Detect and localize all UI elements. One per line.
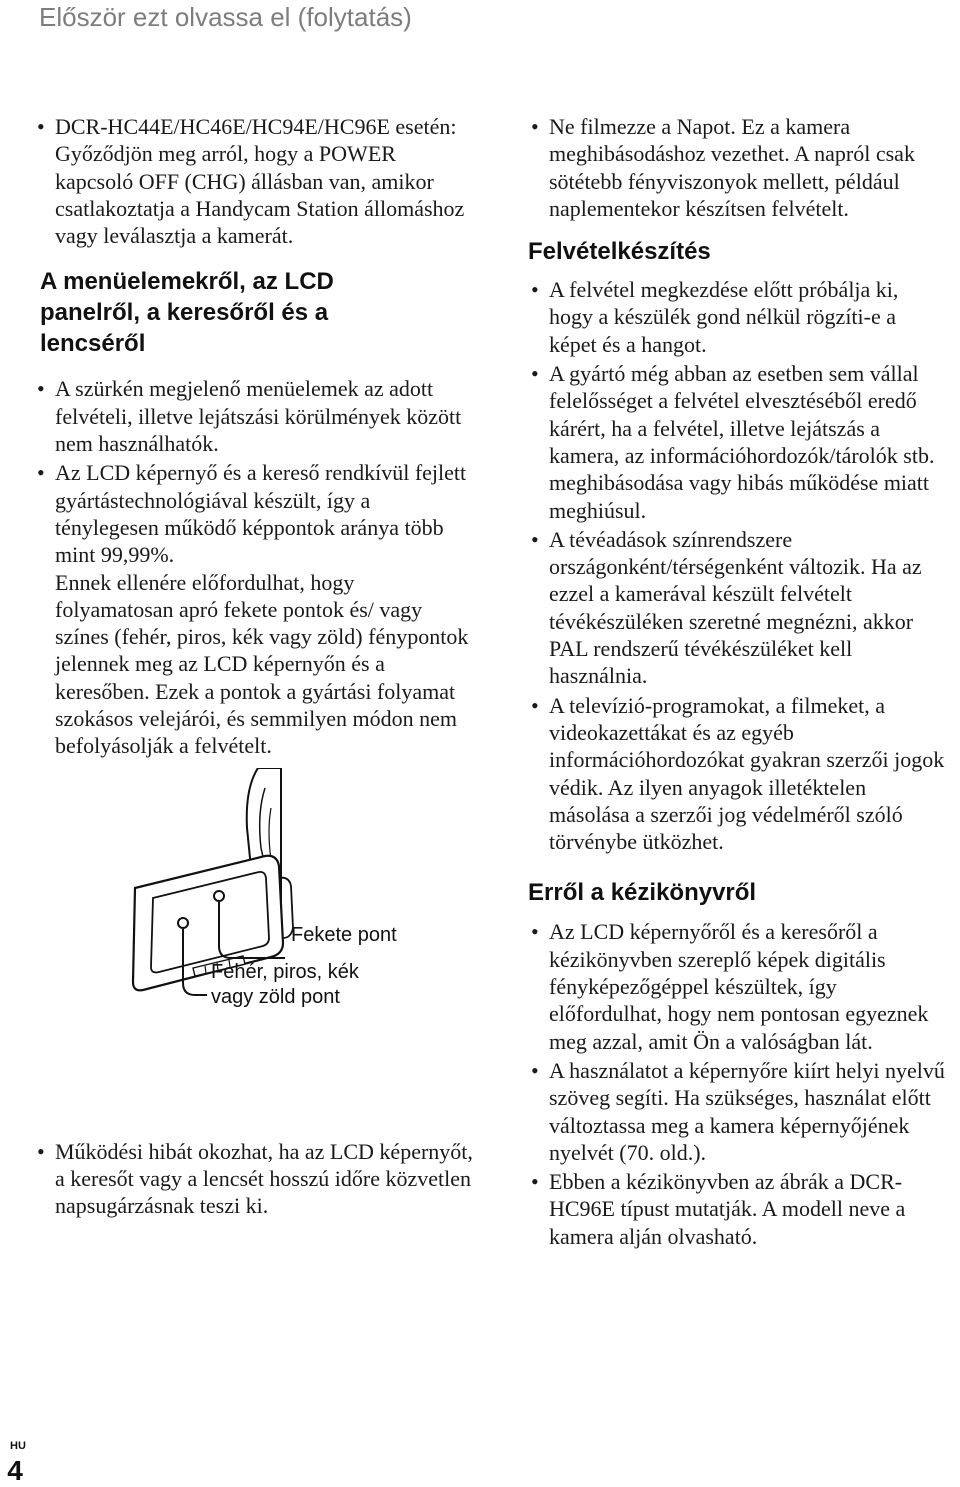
language-tag: HU [10,1440,26,1452]
heading-line: panelről, a keresőről és a [40,299,329,327]
list-item [33,459,473,759]
list-item [527,526,947,690]
list-item [527,1168,947,1250]
right-column [527,113,947,1252]
list-item [33,1138,473,1220]
list-item [527,918,947,1054]
list-item [527,1057,947,1166]
white-pixel-marker [178,918,188,928]
page-header-title: Először ezt olvassa el (folytatás) [39,2,412,32]
heading-line: lencséről [40,330,146,358]
bullet-dot: • [37,460,45,486]
heading-line: A menüelemekről, az LCD [40,268,334,296]
bullet-dot: • [531,1057,539,1083]
bullet-text: A szürkén megjelenő menüelemek az adott felvételi, illetve lejátszási körülmények között nem használhatók. [55,376,462,457]
list-item [33,113,473,249]
bullet-dot: • [37,114,45,139]
bullet-text: Működési hibát okozhat, ha az LCD képernyőt, a keresőt vagy a lencsét hosszú időre közvetlen napsugárzásnak teszi ki. [55,1138,473,1219]
list-item [527,692,947,856]
bullet-dot: • [531,919,539,945]
label-line: vagy zöld pont [211,985,340,1008]
bullet-dot: • [531,277,539,303]
list-item [33,375,473,457]
bullet-dot: • [531,1169,539,1195]
section-heading-about-manual: Erről a kézikönyvről [528,879,757,907]
section-heading-menu-lcd [33,266,473,359]
bullet-dot: • [37,376,45,402]
section-heading-recording: Felvételkészítés [528,238,711,266]
bullet-dot: • [531,526,539,552]
bullet-text: DCR-HC44E/HC46E/HC94E/HC96E esetén: [55,114,457,139]
bullet-dot: • [531,114,539,139]
bullet-text: A televízió-programokat, a filmeket, a videokazettákat és az egyéb információhordozókat gyakran szerzői jogok védik. Az ilyen anyagok illetéktelen másolása a szerzői jog védelméről szóló törvénybe ütközhet. [549,692,945,855]
bullet-dot: • [531,692,539,718]
list-item [527,113,947,222]
bullet-text: Ebben a kézikönyvben az ábrák a DCR-HC96E típust mutatják. A modell neve a kamera alján olvasható. [549,1169,906,1249]
left-column [33,113,473,1222]
bullet-text: Az LCD képernyőről és a keresőről a kézikönyvben szereplő képek digitális fényképezőgéppel készültek, így előfordulhat, hogy nem pontosan egyeznek meg azzal, amit Ön a valóságban lát. [549,919,929,1054]
black-pixel-marker [214,891,224,901]
bullet-dot: • [531,361,539,387]
list-item [527,276,947,358]
bullet-text: Ne filmezze a Napot. Ez a kamera meghibásodáshoz vezethet. A napról csak sötétebb fényviszonyok mellett, például naplementekor készítsen felvételt. [549,114,915,221]
bullet-dot: • [37,1138,45,1164]
bullet-text-continued: Ennek ellenére előfordulhat, hogy folyamatosan apró fekete pontok és/ vagy színes (fehér, piros, kék vagy zöld) fénypontok jelennek meg az LCD képernyőn és a keresőben. Ezek a pontok a gyártási folyamat szokásos velejárói, és semmilyen módon nem befolyásolják a felvételt. [55,569,469,759]
black-pixel-label: Fekete pont [291,923,397,946]
bullet-text: A használatot a képernyőre kiírt helyi nyelvű szöveg segíti. Ha szükséges, használat előtt változtassa meg a kamera képernyőjének nyelvét (70. old.). [549,1057,945,1165]
bullet-text: A tévéadások színrendszere országonként/térségenként változik. Ha az ezzel a kamerával készült felvételt tévékészüléken szeretné megnézni, akkor PAL rendszerű tévékészüléket kell használnia. [549,526,922,689]
lcd-pixel-illustration [33,768,473,1138]
page-number: 4 [7,1455,23,1486]
list-item [527,360,947,524]
camera-lcd-drawing [33,768,473,1138]
bullet-text: A gyártó még abban az esetben sem vállal felelősséget a felvétel elvesztéséből eredő kárért, ha a felvétel, illetve lejátszás a kamera, az információhordozók/tárolók stb. meghibásodása vagy hibás működése miatt meghiúsul. [549,361,935,523]
bullet-text: A felvétel megkezdése előtt próbálja ki, hogy a készülék gond nélkül rögzíti-e a képet és a hangot. [549,277,899,357]
bullet-text-continued: Győződjön meg arról, hogy a POWER kapcsoló OFF (CHG) állásban van, amikor csatlakoztatja a Handycam Station állomáshoz vagy leválasztja a kamerát. [55,141,465,249]
bullet-text: Az LCD képernyő és a kereső rendkívül fejlett gyártástechnológiával készült, így a ténylegesen működő képpontok aránya több mint 99,99%. [55,460,467,568]
colored-pixel-label [211,960,431,1010]
label-line: Fehér, piros, kék [211,960,359,983]
